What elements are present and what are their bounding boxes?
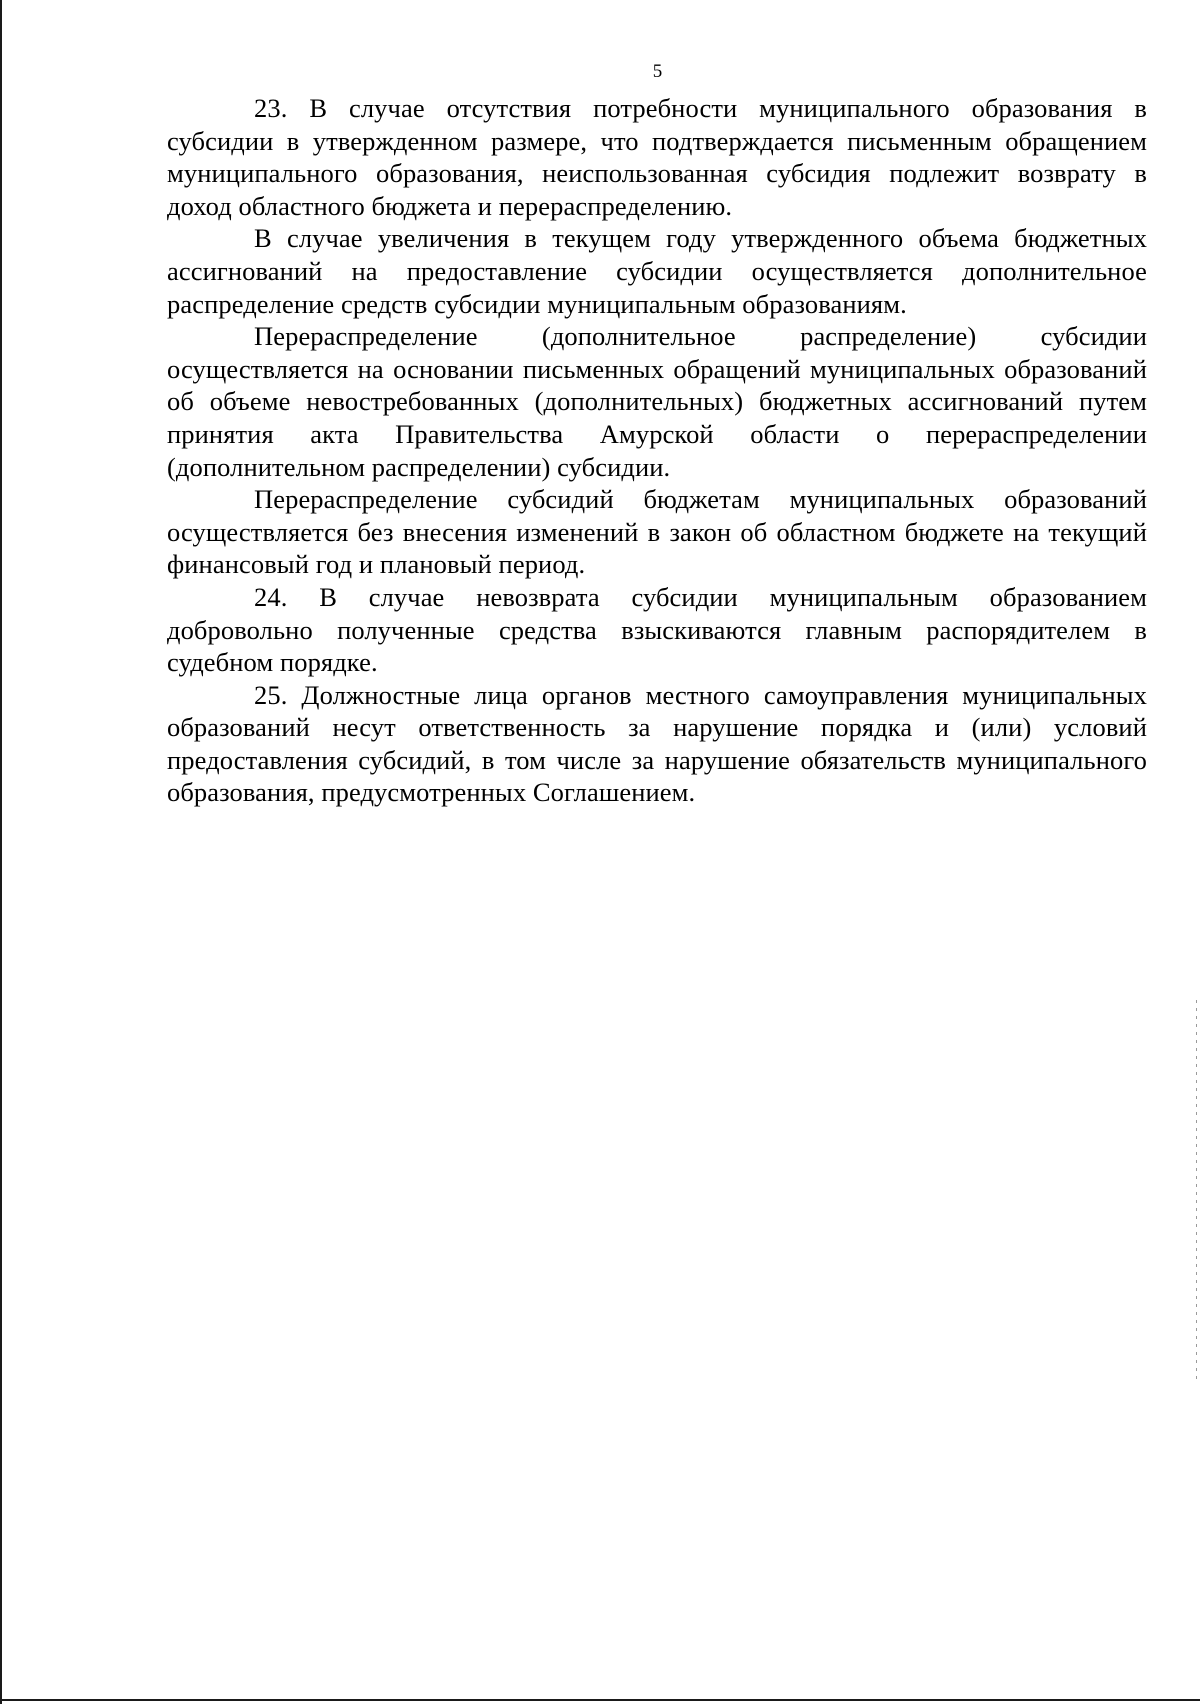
scan-left-edge [0,0,2,1704]
paragraph-redistribution-basis: Перераспределение (дополнительное распределение) субсидии осуществляется на основании письменных обращений муниципальных образований об объеме невостребованных (дополнительных) бюджетных ассигнований путем принятия акта Правительства Амурской области о перераспределении (дополнительном распределении) субсидии. [167,321,1147,482]
paragraph-23: 23. В случае отсутствия потребности муниципального образования в субсидии в утвержденном размере, что подтверждается письменным обращением муниципального образования, неиспользованная субсидия подлежит возврату в доход областного бюджета и перераспределению. [167,93,1147,221]
paragraph-24: 24. В случае невозврата субсидии муниципальным образованием добровольно полученные средства взыскиваются главным распорядителем в судебном порядке. [167,581,1147,678]
page-number: 5 [652,61,663,82]
paragraph-25: 25. Должностные лица органов местного самоуправления муниципальных образований несут ответственность за нарушение порядка и (или) условий предоставления субсидий, в том числе за нарушение обязательств муниципального образования, предусмотренных Соглашением. [167,679,1147,808]
document-body [167,92,1147,809]
scan-bottom-edge [0,1699,1200,1701]
scan-right-artifact [1196,1000,1197,1380]
paragraph-redistribution-budget: Перераспределение субсидий бюджетам муниципальных образований осуществляется без внесения изменений в закон об областном бюджете на текущий финансовый год и плановый период. [167,484,1147,580]
paragraph-additional-distribution: В случае увеличения в текущем году утвержденного объема бюджетных ассигнований на предоставление субсидии осуществляется дополнительное распределение средств субсидии муниципальным образованиям. [167,223,1147,319]
